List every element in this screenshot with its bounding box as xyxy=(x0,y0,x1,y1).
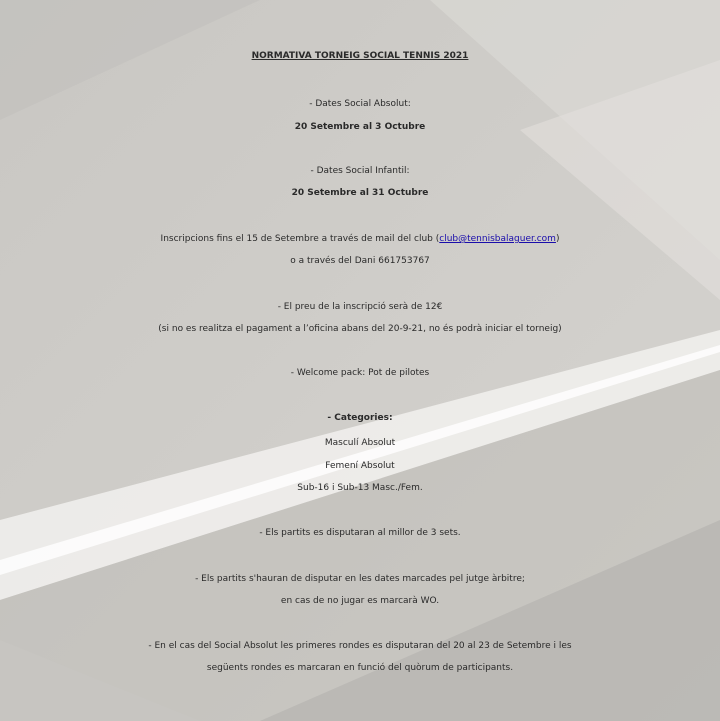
absolut-dates-value: 20 Setembre al 3 Octubre xyxy=(294,122,426,132)
inscriptions-suffix: ) xyxy=(555,234,560,244)
rule-sets: - Els partits es disputaran al millor de 3 sets. xyxy=(259,528,461,538)
inscriptions-prefix: Inscripcions fins el 15 de Setembre a través de mail del club ( xyxy=(160,234,440,244)
document-title: NORMATIVA TORNEIG SOCIAL TENNIS 2021 xyxy=(251,51,469,61)
infantil-dates-value: 20 Setembre al 31 Octubre xyxy=(291,188,429,198)
rule-rounds-line-1: - En el cas del Social Absolut les primeres rondes es disputaran del 20 al 23 de Setembre i les xyxy=(148,641,572,651)
inscriptions-line-2: o a través del Dani 661753767 xyxy=(290,256,430,266)
category-item: Sub-16 i Sub-13 Masc./Fem. xyxy=(297,483,423,493)
price-line-2: (si no es realitza el pagament a l’oficina abans del 20-9-21, no és podrà iniciar el torneig) xyxy=(158,324,562,334)
infantil-dates-label: - Dates Social Infantil: xyxy=(310,166,410,176)
rule-rounds-line-2: següents rondes es marcaran en funció del quòrum de participants. xyxy=(206,663,514,673)
absolut-dates-label: - Dates Social Absolut: xyxy=(309,99,411,109)
rule-dates-line-2: en cas de no jugar es marcarà WO. xyxy=(280,596,440,606)
welcome-pack: - Welcome pack: Pot de pilotes xyxy=(290,368,430,378)
categories-heading: - Categories: xyxy=(327,413,393,423)
category-item: Femení Absolut xyxy=(325,461,395,471)
rule-dates-line-1: - Els partits s'hauran de disputar en les dates marcades pel jutge àrbitre; xyxy=(195,574,525,584)
price-line-1: - El preu de la inscripció serà de 12€ xyxy=(277,302,443,312)
inscriptions-line-1 xyxy=(0,228,720,250)
category-item: Masculí Absolut xyxy=(324,438,396,448)
club-email-link[interactable]: club@tennisbalaguer.com xyxy=(439,234,556,244)
